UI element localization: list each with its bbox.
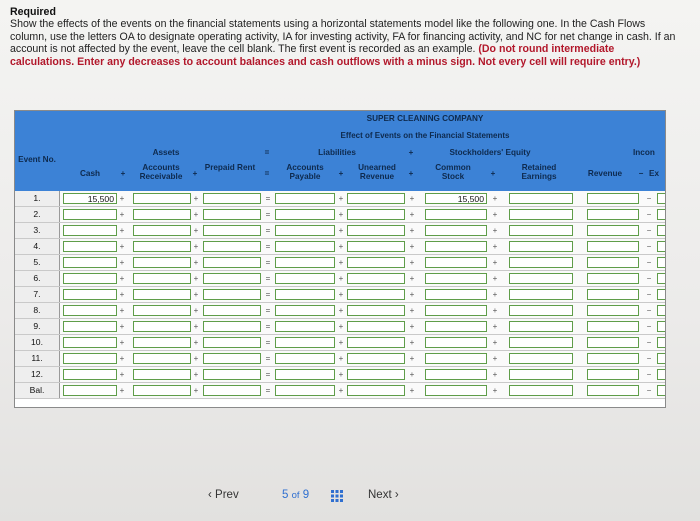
plus-sign: +	[338, 194, 344, 203]
cell-revenue[interactable]	[587, 385, 639, 396]
plus-sign: +	[409, 354, 415, 363]
plus-sign: +	[338, 386, 344, 395]
cell-accounts-receivable[interactable]	[133, 337, 191, 348]
cell-retained-earnings[interactable]	[509, 257, 573, 268]
cell-expenses[interactable]	[657, 369, 666, 380]
event-number: 6.	[15, 271, 60, 286]
cell-accounts-payable[interactable]	[275, 289, 335, 300]
cell-prepaid-rent[interactable]	[203, 289, 261, 300]
cell-common-stock[interactable]	[425, 353, 487, 364]
cell-accounts-payable[interactable]	[275, 209, 335, 220]
cell-expenses[interactable]	[657, 273, 666, 284]
equals-sign: =	[265, 194, 271, 203]
cell-retained-earnings[interactable]	[509, 225, 573, 236]
instructions-text: Show the effects of the events on the financial statements using a horizontal statements model like the following one. In the Cash Flows column, use the letters OA to designate operating activity, IA for investing activity, FA for financing activity, and NC for net change in cash. If an account is not affected by the event, leave the cell blank. The first event is recorded as an example.	[10, 18, 676, 56]
header-plus-sign: +	[120, 169, 126, 178]
plus-sign: +	[409, 194, 415, 203]
plus-sign: +	[409, 386, 415, 395]
plus-sign: +	[338, 322, 344, 331]
col-revenue: Revenue	[587, 169, 623, 178]
cell-common-stock[interactable]	[425, 257, 487, 268]
cell-prepaid-rent[interactable]	[203, 225, 261, 236]
instructions-emphasis: (Do not round intermediate calculations. Enter any decreases to account balances and cash outflows with a minus sign. Not every cell will require entry.)	[10, 43, 641, 68]
cell-unearned-revenue[interactable]	[347, 289, 405, 300]
cell-prepaid-rent[interactable]	[203, 257, 261, 268]
plus-sign: +	[409, 370, 415, 379]
cell-cash[interactable]	[63, 305, 117, 316]
equals-sign: =	[265, 338, 271, 347]
cell-unearned-revenue[interactable]	[347, 321, 405, 332]
grid-icon[interactable]	[331, 490, 343, 502]
table-row	[15, 351, 665, 367]
plus-sign: +	[119, 386, 125, 395]
cell-expenses[interactable]	[657, 337, 666, 348]
cell-accounts-payable[interactable]	[275, 353, 335, 364]
cell-prepaid-rent[interactable]	[203, 305, 261, 316]
event-number: 8.	[15, 303, 60, 318]
cell-accounts-payable[interactable]	[275, 257, 335, 268]
plus-sign: +	[492, 226, 498, 235]
cell-revenue[interactable]	[587, 257, 639, 268]
cell-accounts-receivable[interactable]	[133, 321, 191, 332]
event-number: 10.	[15, 335, 60, 350]
cell-unearned-revenue[interactable]	[347, 353, 405, 364]
equals-sign: =	[265, 290, 271, 299]
header-equals-sign: =	[264, 169, 270, 178]
cell-common-stock[interactable]	[425, 337, 487, 348]
col-retained-earnings: Retained Earnings	[521, 163, 557, 181]
table-row	[15, 239, 665, 255]
event-number: 7.	[15, 287, 60, 302]
cell-accounts-payable[interactable]	[275, 337, 335, 348]
equals-sign: =	[265, 226, 271, 235]
cell-retained-earnings[interactable]	[509, 353, 573, 364]
instructions	[10, 6, 680, 68]
cell-unearned-revenue[interactable]	[347, 337, 405, 348]
plus-sign: +	[492, 274, 498, 283]
cell-expenses[interactable]	[657, 353, 666, 364]
plus-sign: +	[193, 386, 199, 395]
plus-sign: +	[409, 290, 415, 299]
event-number: 1.	[15, 191, 60, 206]
cell-expenses[interactable]	[657, 225, 666, 236]
plus-sign: +	[409, 226, 415, 235]
cell-common-stock[interactable]	[425, 289, 487, 300]
header-plus-sign: +	[408, 169, 414, 178]
cell-common-stock[interactable]: 15,500	[425, 193, 487, 204]
event-number: 3.	[15, 223, 60, 238]
cell-revenue[interactable]	[587, 289, 639, 300]
table-subtitle: Effect of Events on the Financial Statements	[340, 131, 510, 140]
cell-accounts-payable[interactable]	[275, 305, 335, 316]
required-heading: Required	[10, 6, 56, 18]
minus-sign: −	[646, 306, 652, 315]
cell-expenses[interactable]	[657, 193, 666, 204]
cell-accounts-receivable[interactable]	[133, 305, 191, 316]
cell-accounts-payable[interactable]	[275, 369, 335, 380]
cell-cash[interactable]	[63, 337, 117, 348]
cell-common-stock[interactable]	[425, 305, 487, 316]
plus-sign: +	[193, 258, 199, 267]
plus-sign: +	[492, 322, 498, 331]
cell-cash[interactable]	[63, 273, 117, 284]
cell-cash[interactable]	[63, 321, 117, 332]
table-row	[15, 191, 665, 207]
equals-sign: =	[265, 322, 271, 331]
cell-revenue[interactable]	[587, 321, 639, 332]
minus-sign: −	[646, 194, 652, 203]
plus-sign: +	[409, 210, 415, 219]
plus-sign: +	[492, 290, 498, 299]
cell-unearned-revenue[interactable]	[347, 305, 405, 316]
cell-cash[interactable]	[63, 241, 117, 252]
event-number: 11.	[15, 351, 60, 366]
cell-prepaid-rent[interactable]	[203, 337, 261, 348]
cell-accounts-receivable[interactable]	[133, 209, 191, 220]
current-page: 5	[282, 489, 289, 501]
plus-sign: +	[119, 242, 125, 251]
cell-unearned-revenue[interactable]	[347, 225, 405, 236]
cell-cash[interactable]	[63, 225, 117, 236]
plus-sign: +	[119, 274, 125, 283]
header-plus-sign: +	[192, 169, 198, 178]
cell-retained-earnings[interactable]	[509, 193, 573, 204]
plus-sign: +	[338, 210, 344, 219]
plus-sign: +	[193, 290, 199, 299]
cell-expenses[interactable]	[657, 289, 666, 300]
header-plus-sign: +	[408, 148, 414, 157]
plus-sign: +	[338, 242, 344, 251]
col-cash: Cash	[79, 169, 101, 178]
minus-sign: −	[646, 386, 652, 395]
cell-accounts-payable[interactable]	[275, 385, 335, 396]
plus-sign: +	[193, 354, 199, 363]
cell-cash[interactable]	[63, 209, 117, 220]
plus-sign: +	[492, 242, 498, 251]
chevron-left-icon: ‹	[208, 489, 212, 501]
prev-button[interactable]	[208, 489, 239, 501]
next-label: Next	[368, 489, 392, 501]
next-button[interactable]	[368, 489, 399, 501]
col-prepaid-rent: Prepaid Rent	[204, 163, 256, 172]
event-number: 2.	[15, 207, 60, 222]
group-liabilities: Liabilities	[318, 148, 356, 157]
cell-retained-earnings[interactable]	[509, 385, 573, 396]
event-number: Bal.	[15, 383, 60, 398]
plus-sign: +	[119, 258, 125, 267]
cell-revenue[interactable]	[587, 225, 639, 236]
plus-sign: +	[193, 226, 199, 235]
cell-accounts-receivable[interactable]	[133, 193, 191, 204]
cell-accounts-receivable[interactable]	[133, 353, 191, 364]
minus-sign: −	[646, 370, 652, 379]
cell-retained-earnings[interactable]	[509, 209, 573, 220]
minus-sign: −	[646, 274, 652, 283]
cell-expenses[interactable]	[657, 385, 666, 396]
minus-sign: −	[646, 322, 652, 331]
event-number: 5.	[15, 255, 60, 270]
plus-sign: +	[193, 242, 199, 251]
cell-expenses[interactable]	[657, 241, 666, 252]
cell-accounts-payable[interactable]	[275, 321, 335, 332]
cell-prepaid-rent[interactable]	[203, 209, 261, 220]
plus-sign: +	[492, 386, 498, 395]
table-row	[15, 207, 665, 223]
cell-cash[interactable]	[63, 369, 117, 380]
plus-sign: +	[193, 210, 199, 219]
cell-cash[interactable]	[63, 257, 117, 268]
plus-sign: +	[193, 322, 199, 331]
cell-expenses[interactable]	[657, 257, 666, 268]
header-equals-sign: =	[264, 148, 270, 157]
page-of: of	[291, 490, 300, 501]
plus-sign: +	[409, 338, 415, 347]
plus-sign: +	[193, 274, 199, 283]
cell-retained-earnings[interactable]	[509, 241, 573, 252]
cell-common-stock[interactable]	[425, 241, 487, 252]
cell-revenue[interactable]	[587, 337, 639, 348]
plus-sign: +	[338, 258, 344, 267]
plus-sign: +	[492, 338, 498, 347]
cell-expenses[interactable]	[657, 305, 666, 316]
minus-sign: −	[646, 290, 652, 299]
table-row	[15, 271, 665, 287]
plus-sign: +	[119, 226, 125, 235]
plus-sign: +	[492, 194, 498, 203]
cell-unearned-revenue[interactable]	[347, 273, 405, 284]
group-assets: Assets	[152, 148, 180, 157]
col-accounts-payable: Accounts Payable	[286, 163, 324, 181]
plus-sign: +	[119, 338, 125, 347]
group-equity: Stockholders' Equity	[449, 148, 531, 157]
minus-sign: −	[646, 210, 652, 219]
table-header	[15, 111, 665, 191]
cell-accounts-receivable[interactable]	[133, 369, 191, 380]
plus-sign: +	[409, 274, 415, 283]
header-minus-sign: −	[638, 169, 644, 178]
plus-sign: +	[409, 258, 415, 267]
minus-sign: −	[646, 354, 652, 363]
equals-sign: =	[265, 306, 271, 315]
cell-unearned-revenue[interactable]	[347, 369, 405, 380]
equals-sign: =	[265, 274, 271, 283]
table-row	[15, 223, 665, 239]
pagination	[208, 484, 418, 508]
plus-sign: +	[119, 306, 125, 315]
cell-revenue[interactable]	[587, 273, 639, 284]
horizontal-statements-table	[14, 110, 666, 408]
plus-sign: +	[193, 370, 199, 379]
cell-common-stock[interactable]	[425, 209, 487, 220]
cell-accounts-receivable[interactable]	[133, 385, 191, 396]
plus-sign: +	[119, 354, 125, 363]
cell-accounts-receivable[interactable]	[133, 257, 191, 268]
plus-sign: +	[338, 354, 344, 363]
cell-prepaid-rent[interactable]	[203, 273, 261, 284]
cell-common-stock[interactable]	[425, 385, 487, 396]
equals-sign: =	[265, 258, 271, 267]
cell-revenue[interactable]	[587, 209, 639, 220]
plus-sign: +	[409, 242, 415, 251]
header-plus-sign: +	[490, 169, 496, 178]
plus-sign: +	[338, 226, 344, 235]
plus-sign: +	[492, 306, 498, 315]
table-row	[15, 319, 665, 335]
cell-common-stock[interactable]	[425, 369, 487, 380]
plus-sign: +	[193, 306, 199, 315]
cell-prepaid-rent[interactable]	[203, 241, 261, 252]
cell-cash[interactable]	[63, 385, 117, 396]
cell-revenue[interactable]	[587, 369, 639, 380]
cell-cash[interactable]: 15,500	[63, 193, 117, 204]
plus-sign: +	[338, 370, 344, 379]
page-indicator	[282, 489, 309, 501]
cell-accounts-receivable[interactable]	[133, 225, 191, 236]
company-name: SUPER CLEANING COMPANY	[366, 114, 484, 123]
minus-sign: −	[646, 258, 652, 267]
plus-sign: +	[409, 306, 415, 315]
cell-prepaid-rent[interactable]	[203, 353, 261, 364]
plus-sign: +	[119, 194, 125, 203]
cell-retained-earnings[interactable]	[509, 273, 573, 284]
cell-retained-earnings[interactable]	[509, 337, 573, 348]
header-plus-sign: +	[338, 169, 344, 178]
plus-sign: +	[193, 194, 199, 203]
col-common-stock: Common Stock	[435, 163, 471, 181]
cell-revenue[interactable]	[587, 305, 639, 316]
minus-sign: −	[646, 242, 652, 251]
group-income: Incon	[633, 148, 655, 157]
cell-accounts-payable[interactable]	[275, 225, 335, 236]
cell-unearned-revenue[interactable]	[347, 257, 405, 268]
plus-sign: +	[119, 370, 125, 379]
col-event-no: Event No.	[18, 155, 56, 164]
table-row	[15, 255, 665, 271]
cell-accounts-payable[interactable]	[275, 241, 335, 252]
minus-sign: −	[646, 338, 652, 347]
cell-cash[interactable]	[63, 289, 117, 300]
plus-sign: +	[492, 354, 498, 363]
cell-prepaid-rent[interactable]	[203, 385, 261, 396]
equals-sign: =	[265, 210, 271, 219]
cell-revenue[interactable]	[587, 241, 639, 252]
total-pages: 9	[302, 489, 310, 501]
cell-retained-earnings[interactable]	[509, 369, 573, 380]
cell-revenue[interactable]	[587, 193, 639, 204]
plus-sign: +	[492, 210, 498, 219]
cell-unearned-revenue[interactable]	[347, 193, 405, 204]
chevron-right-icon: ›	[394, 489, 399, 501]
event-number: 9.	[15, 319, 60, 334]
cell-accounts-receivable[interactable]	[133, 241, 191, 252]
plus-sign: +	[119, 290, 125, 299]
col-unearned-revenue: Unearned Revenue	[358, 163, 396, 181]
equals-sign: =	[265, 386, 271, 395]
table-row	[15, 367, 665, 383]
cell-expenses[interactable]	[657, 209, 666, 220]
plus-sign: +	[338, 306, 344, 315]
cell-accounts-receivable[interactable]	[133, 289, 191, 300]
cell-accounts-receivable[interactable]	[133, 273, 191, 284]
plus-sign: +	[119, 210, 125, 219]
cell-revenue[interactable]	[587, 353, 639, 364]
cell-prepaid-rent[interactable]	[203, 193, 261, 204]
cell-common-stock[interactable]	[425, 273, 487, 284]
col-expenses: Ex	[649, 169, 660, 178]
cell-common-stock[interactable]	[425, 225, 487, 236]
equals-sign: =	[265, 242, 271, 251]
plus-sign: +	[409, 322, 415, 331]
minus-sign: −	[646, 226, 652, 235]
cell-cash[interactable]	[63, 353, 117, 364]
plus-sign: +	[193, 338, 199, 347]
cell-accounts-payable[interactable]	[275, 193, 335, 204]
plus-sign: +	[338, 338, 344, 347]
cell-prepaid-rent[interactable]	[203, 369, 261, 380]
cell-common-stock[interactable]	[425, 321, 487, 332]
cell-retained-earnings[interactable]	[509, 305, 573, 316]
plus-sign: +	[338, 274, 344, 283]
cell-retained-earnings[interactable]	[509, 289, 573, 300]
event-number: 4.	[15, 239, 60, 254]
plus-sign: +	[119, 322, 125, 331]
cell-accounts-payable[interactable]	[275, 273, 335, 284]
cell-expenses[interactable]	[657, 321, 666, 332]
plus-sign: +	[492, 370, 498, 379]
equals-sign: =	[265, 370, 271, 379]
col-accounts-receivable: Accounts Receivable	[139, 163, 183, 181]
cell-unearned-revenue[interactable]	[347, 241, 405, 252]
equals-sign: =	[265, 354, 271, 363]
plus-sign: +	[492, 258, 498, 267]
cell-prepaid-rent[interactable]	[203, 321, 261, 332]
table-row	[15, 335, 665, 351]
prev-label: Prev	[215, 489, 239, 501]
table-row	[15, 303, 665, 319]
table-row	[15, 287, 665, 303]
cell-unearned-revenue[interactable]	[347, 209, 405, 220]
cell-unearned-revenue[interactable]	[347, 385, 405, 396]
plus-sign: +	[338, 290, 344, 299]
table-row	[15, 383, 665, 399]
cell-retained-earnings[interactable]	[509, 321, 573, 332]
event-number: 12.	[15, 367, 60, 382]
